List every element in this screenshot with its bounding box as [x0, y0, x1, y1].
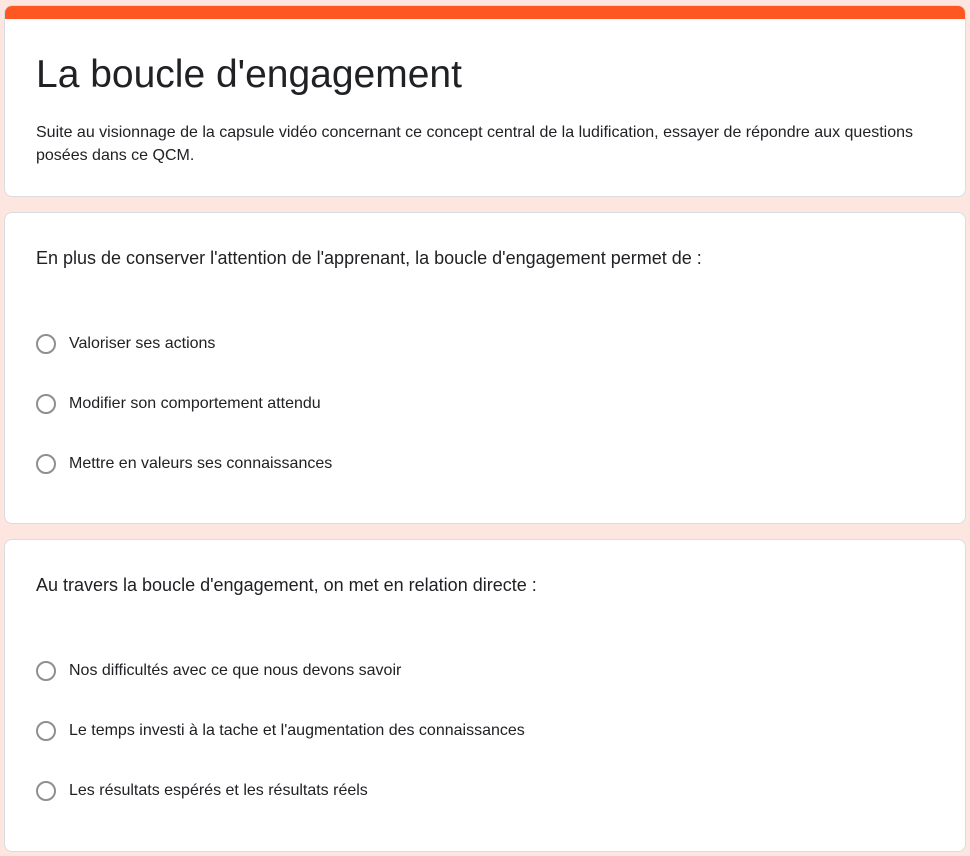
question-text: En plus de conserver l'attention de l'apprenant, la boucle d'engagement permet de : — [36, 248, 702, 268]
option-label: Le temps investi à la tache et l'augmentation des connaissances — [69, 722, 525, 739]
radio-option[interactable] — [36, 391, 332, 417]
question-card-1 — [4, 212, 966, 524]
radio-group — [36, 331, 332, 511]
radio-option[interactable] — [36, 451, 332, 477]
radio-button[interactable] — [36, 661, 56, 681]
radio-option[interactable] — [36, 331, 332, 357]
radio-button[interactable] — [36, 454, 56, 474]
option-label: Modifier son comportement attendu — [69, 395, 321, 412]
radio-button[interactable] — [36, 721, 56, 741]
form-description: Suite au visionnage de la capsule vidéo concernant ce concept central de la ludification, essayer de répondre aux questions posées dans ce QCM. — [36, 124, 914, 164]
question-card-2 — [4, 539, 966, 852]
form-header-card — [4, 5, 966, 197]
radio-option[interactable] — [36, 718, 525, 744]
radio-button[interactable] — [36, 334, 56, 354]
radio-button[interactable] — [36, 781, 56, 801]
radio-option[interactable] — [36, 778, 525, 804]
option-label: Valoriser ses actions — [69, 335, 216, 352]
question-text: Au travers la boucle d'engagement, on met en relation directe : — [36, 575, 537, 595]
form-title: La boucle d'engagement — [36, 53, 462, 96]
radio-button[interactable] — [36, 394, 56, 414]
radio-option[interactable] — [36, 658, 525, 684]
option-label: Les résultats espérés et les résultats réels — [69, 782, 368, 799]
option-label: Nos difficultés avec ce que nous devons savoir — [69, 662, 402, 679]
option-label: Mettre en valeurs ses connaissances — [69, 455, 333, 472]
accent-bar — [5, 6, 965, 19]
radio-group — [36, 658, 525, 838]
